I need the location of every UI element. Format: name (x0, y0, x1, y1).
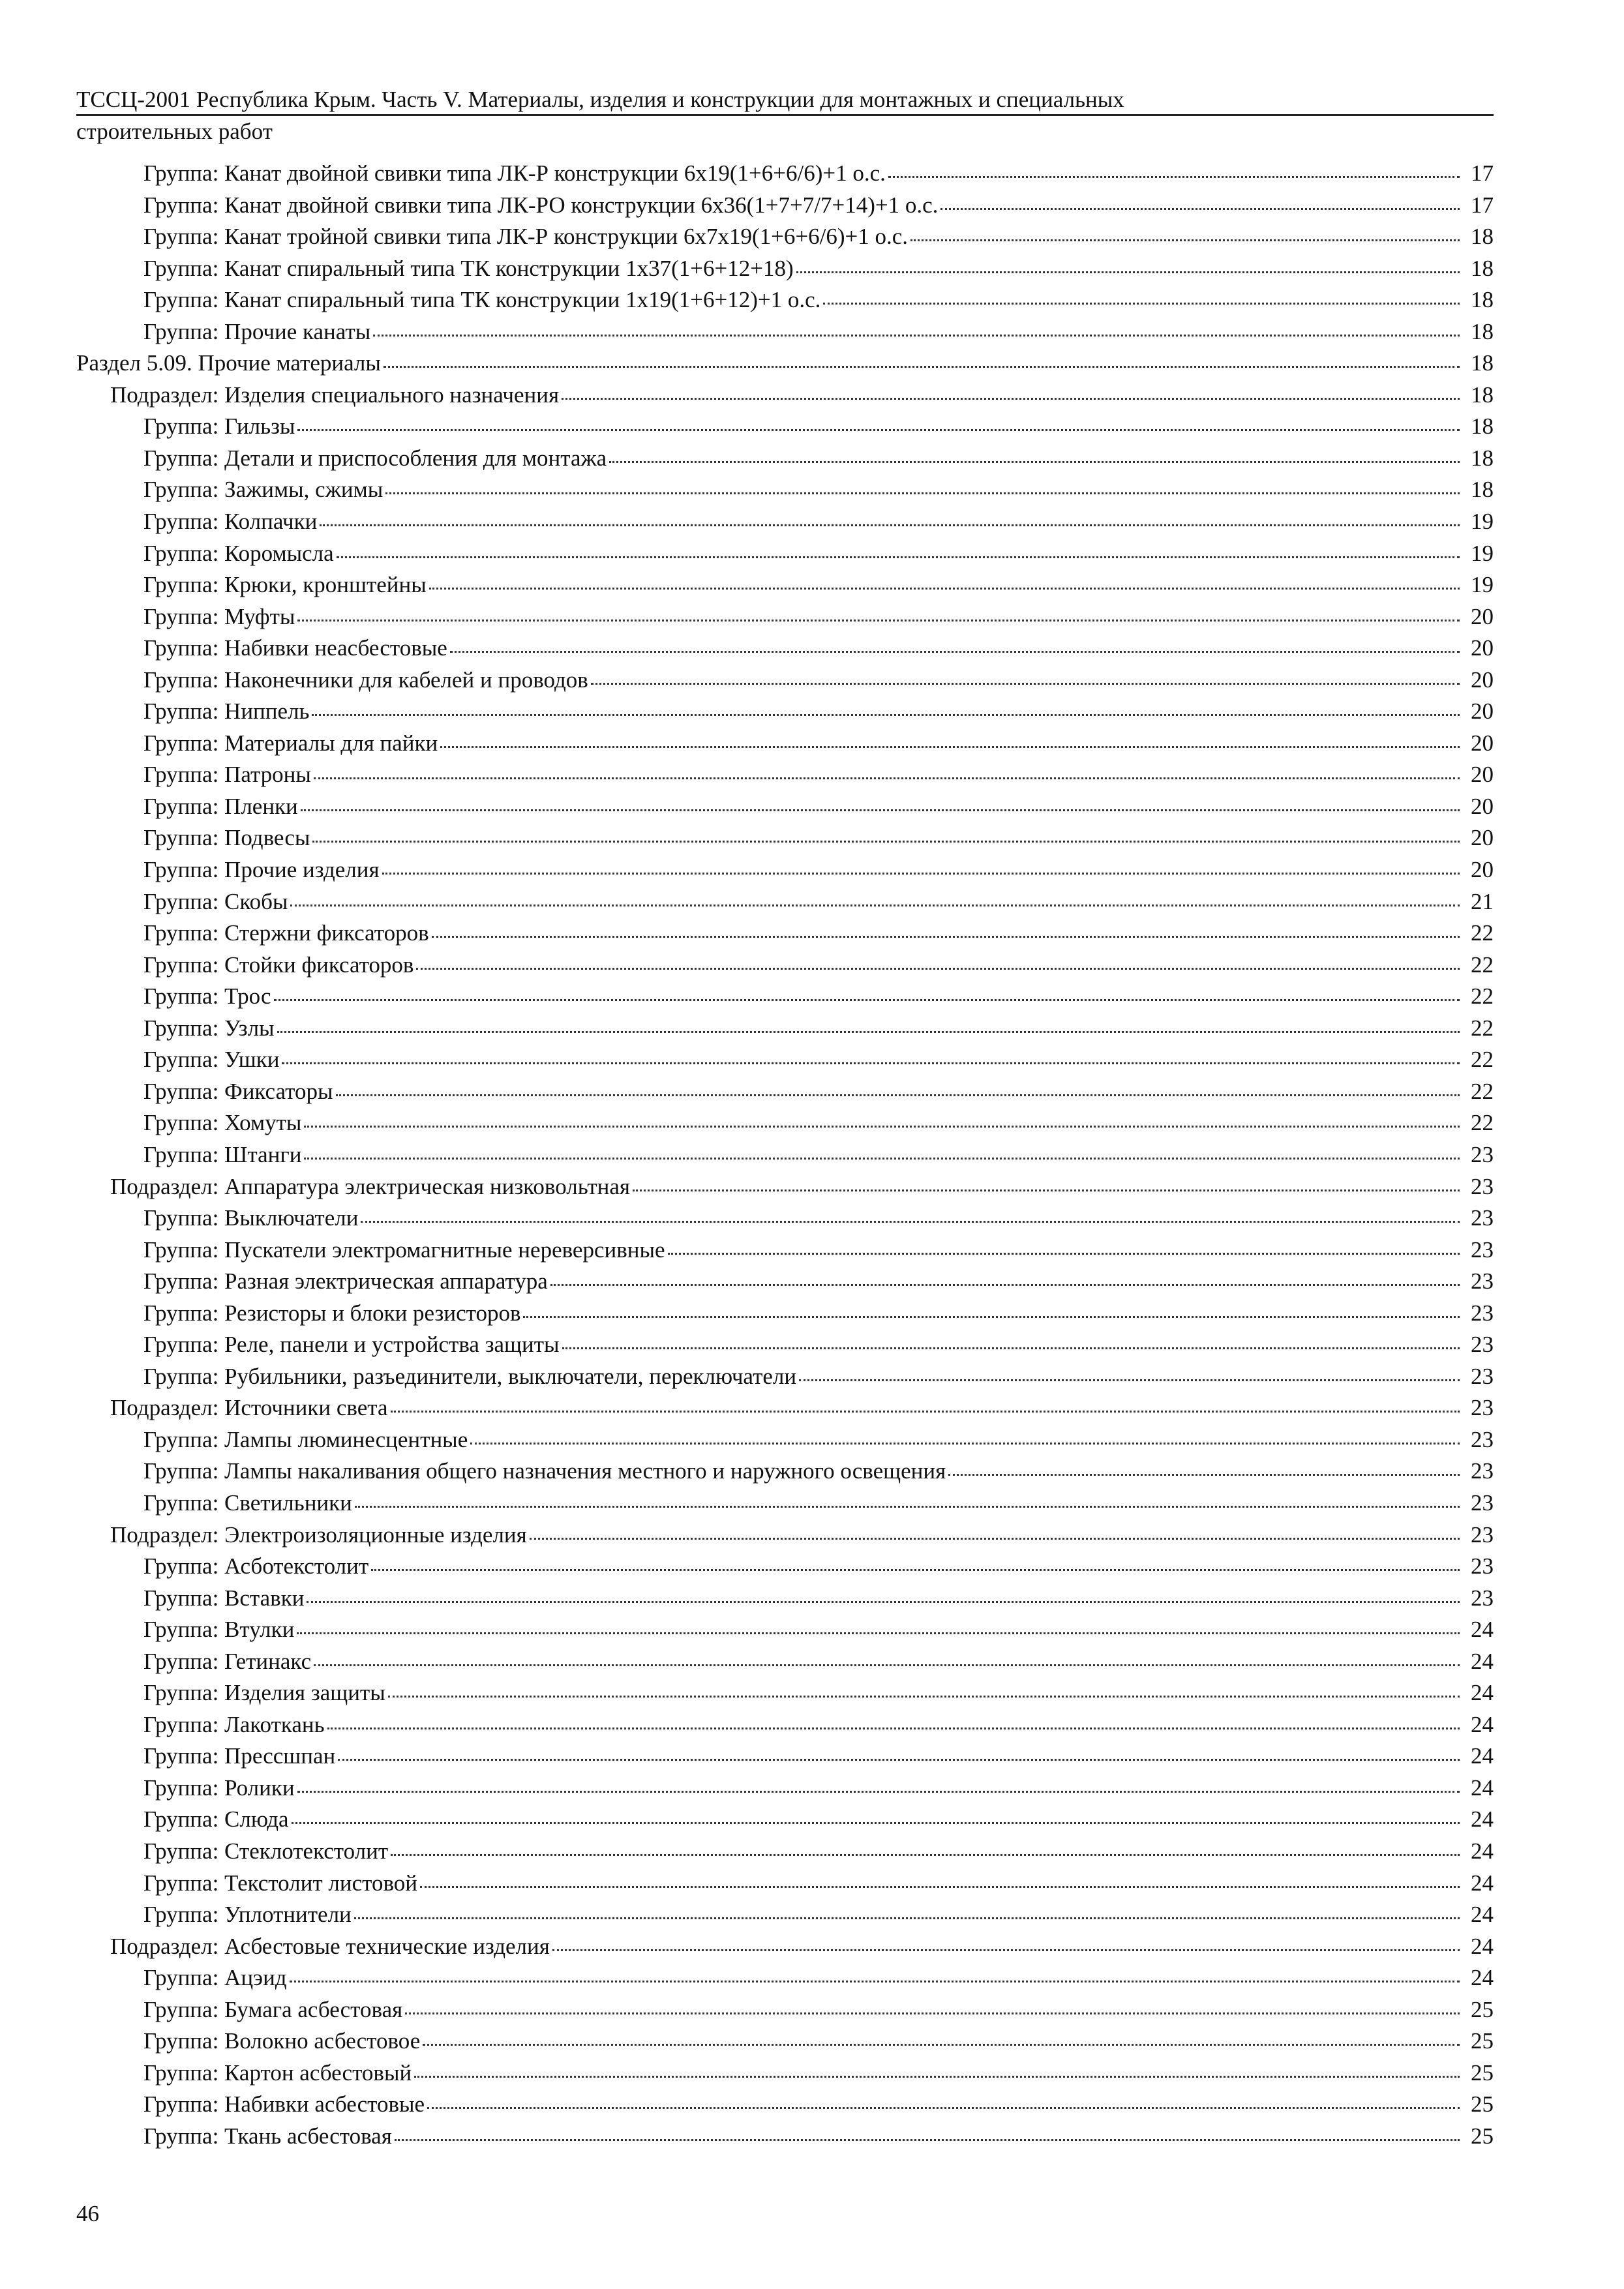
toc-entry-title: Подраздел: Источники света (110, 1395, 388, 1421)
toc-group[interactable] (76, 221, 1494, 253)
dot-leader (405, 2012, 1460, 2014)
toc-entry-page: 19 (1471, 572, 1494, 598)
toc-entry-title: Группа: Колпачки (143, 509, 318, 535)
dot-leader (312, 714, 1460, 716)
toc-group[interactable] (76, 1773, 1494, 1804)
toc-group[interactable] (76, 538, 1494, 570)
toc-entry-title: Группа: Патроны (143, 762, 311, 788)
toc-entry-page: 23 (1471, 1585, 1494, 1611)
toc-entry-page: 22 (1471, 951, 1494, 978)
toc-entry-page: 20 (1471, 698, 1494, 725)
toc-group[interactable] (76, 1646, 1494, 1678)
toc-entry-page: 24 (1471, 1838, 1494, 1864)
dot-leader (383, 366, 1460, 368)
toc-entry-title: Группа: Пленки (143, 793, 298, 819)
toc-group[interactable] (76, 2089, 1494, 2121)
toc-group[interactable] (76, 1583, 1494, 1615)
toc-subsection[interactable] (76, 1392, 1494, 1424)
header-title-continuation: строительных работ (76, 119, 273, 144)
dot-leader (337, 556, 1460, 558)
dot-leader (354, 1917, 1460, 1919)
toc-entry-page: 22 (1471, 983, 1494, 1010)
toc-entry-page: 18 (1471, 350, 1494, 376)
toc-entry-title: Группа: Втулки (143, 1617, 295, 1643)
toc-group[interactable] (76, 1107, 1494, 1139)
toc-entry-title: Группа: Ушки (143, 1047, 280, 1073)
toc-entry-title: Группа: Выключатели (143, 1205, 359, 1231)
toc-entry-title: Группа: Асботекстолит (143, 1553, 369, 1579)
toc-group[interactable] (76, 1234, 1494, 1266)
toc-group[interactable] (76, 158, 1494, 190)
dot-leader (562, 1347, 1460, 1349)
toc-entry-title: Группа: Штанги (143, 1141, 302, 1167)
toc-group[interactable] (76, 791, 1494, 823)
toc-group[interactable] (76, 1868, 1494, 1900)
toc-entry-page: 23 (1471, 1141, 1494, 1167)
dot-leader (432, 936, 1460, 938)
toc-entry-page: 24 (1471, 1774, 1494, 1801)
toc-entry-title: Группа: Стойки фиксаторов (143, 951, 414, 978)
toc-entry-page: 24 (1471, 1806, 1494, 1833)
toc-entry-page: 22 (1471, 1110, 1494, 1136)
toc-entry-page: 22 (1471, 1078, 1494, 1104)
toc-entry-title: Группа: Ролики (143, 1774, 295, 1801)
dot-leader (361, 1221, 1460, 1223)
toc-group[interactable] (76, 2026, 1494, 2057)
toc-group[interactable] (76, 443, 1494, 475)
toc-entry-page: 23 (1471, 1205, 1494, 1231)
dot-leader (562, 398, 1460, 400)
toc-entry-page: 23 (1471, 1489, 1494, 1516)
toc-entry-title: Группа: Прочие канаты (143, 318, 371, 344)
toc-entry-title: Группа: Материалы для пайки (143, 730, 438, 756)
toc-entry-title: Группа: Наконечники для кабелей и проводов (143, 666, 588, 693)
toc-group[interactable] (76, 1488, 1494, 1519)
toc-entry-title: Группа: Гетинакс (143, 1648, 312, 1674)
toc-group[interactable] (76, 1139, 1494, 1171)
toc-group[interactable] (76, 253, 1494, 285)
dot-leader (338, 1759, 1460, 1761)
dot-leader (910, 239, 1460, 241)
toc-entry-page: 22 (1471, 920, 1494, 946)
toc-entry-page: 25 (1471, 2028, 1494, 2054)
toc-entry-title: Подраздел: Изделия специального назначения (110, 382, 560, 408)
toc-entry-page: 23 (1471, 1173, 1494, 1199)
toc-group[interactable] (76, 1298, 1494, 1330)
dot-leader (385, 492, 1460, 494)
toc-entry-title: Подраздел: Электроизоляционные изделия (110, 1521, 527, 1548)
dot-leader (552, 1949, 1460, 1951)
toc-entry-title: Группа: Рубильники, разъединители, выключатели, переключатели (143, 1363, 797, 1389)
toc-group[interactable] (76, 190, 1494, 222)
dot-leader (391, 1411, 1460, 1413)
dot-leader (609, 461, 1460, 463)
dot-leader (429, 588, 1460, 590)
toc-group[interactable] (76, 886, 1494, 918)
header-title: ТССЦ-2001 Республика Крым. Часть V. Материалы, изделия и конструкции для монтажных и специальных (76, 87, 1124, 112)
toc-entry-page: 25 (1471, 2123, 1494, 2149)
dot-leader (297, 620, 1460, 621)
toc-group[interactable] (76, 316, 1494, 348)
toc-entry-title: Группа: Волокно асбестовое (143, 2028, 421, 2054)
toc-entry-page: 23 (1471, 1458, 1494, 1484)
toc-entry-title: Группа: Изделия защиты (143, 1680, 385, 1706)
dot-leader (304, 1158, 1460, 1159)
dot-leader (420, 1886, 1460, 1888)
toc-group[interactable] (76, 728, 1494, 760)
toc-entry-page: 24 (1471, 1902, 1494, 1928)
toc-group[interactable] (76, 1329, 1494, 1361)
toc-entry-page: 22 (1471, 1047, 1494, 1073)
toc-group[interactable] (76, 1076, 1494, 1108)
toc-group[interactable] (76, 601, 1494, 633)
toc-entry-page: 23 (1471, 1426, 1494, 1452)
dot-leader (591, 683, 1460, 685)
toc-group[interactable] (76, 1203, 1494, 1234)
toc-entry-title: Группа: Фиксаторы (143, 1078, 333, 1104)
toc-entry-page: 17 (1471, 192, 1494, 218)
toc-entry-title: Группа: Узлы (143, 1015, 275, 1041)
dot-leader (796, 271, 1460, 273)
toc-entry-page: 23 (1471, 1521, 1494, 1548)
toc-entry-page: 25 (1471, 2091, 1494, 2117)
toc-entry-page: 23 (1471, 1553, 1494, 1579)
dot-leader (450, 651, 1460, 653)
dot-leader (312, 841, 1460, 843)
toc-subsection[interactable] (76, 1519, 1494, 1551)
toc-entry-title: Группа: Реле, панели и устройства защиты (143, 1332, 560, 1358)
toc-entry-page: 18 (1471, 255, 1494, 281)
toc-entry-page: 19 (1471, 509, 1494, 535)
toc-entry-page: 20 (1471, 825, 1494, 851)
toc-group[interactable] (76, 1614, 1494, 1646)
dot-leader (373, 335, 1460, 337)
toc-entry-page: 20 (1471, 635, 1494, 661)
toc-entry-title: Группа: Детали и приспособления для монтажа (143, 445, 607, 471)
toc-entry-page: 18 (1471, 445, 1494, 471)
toc-entry-title: Группа: Прочие изделия (143, 857, 380, 883)
toc-entry-page: 21 (1471, 888, 1494, 914)
dot-leader (823, 303, 1460, 305)
dot-leader (327, 1728, 1460, 1729)
toc-entry-page: 20 (1471, 730, 1494, 756)
toc-entry-title: Подраздел: Аппаратура электрическая низковольтная (110, 1173, 630, 1199)
toc-group[interactable] (76, 950, 1494, 981)
toc-group[interactable] (76, 1709, 1494, 1741)
dot-leader (307, 1601, 1460, 1603)
toc-group[interactable] (76, 1836, 1494, 1868)
toc-entry-title: Группа: Разная электрическая аппаратура (143, 1268, 548, 1294)
toc-entry-title: Группа: Хомуты (143, 1110, 302, 1136)
toc-subsection[interactable] (76, 1171, 1494, 1203)
toc-entry-page: 20 (1471, 793, 1494, 819)
toc-group[interactable] (76, 2057, 1494, 2089)
toc-entry-page: 23 (1471, 1363, 1494, 1389)
toc-group[interactable] (76, 633, 1494, 665)
toc-entry-title: Группа: Канат спиральный типа ТК конструкции 1х19(1+6+12)+1 о.с. (143, 287, 821, 313)
toc-entry-title: Группа: Канат тройной свивки типа ЛК-Р конструкции 6х7х19(1+6+6/6)+1 о.с. (143, 224, 909, 250)
toc-group[interactable] (76, 1677, 1494, 1709)
toc-entry-title: Группа: Стержни фиксаторов (143, 920, 429, 946)
toc-entry-title: Группа: Гильзы (143, 413, 295, 440)
dot-leader (530, 1538, 1460, 1540)
dot-leader (388, 1696, 1460, 1698)
dot-leader (290, 905, 1460, 906)
toc-entry-title: Группа: Лакоткань (143, 1711, 325, 1737)
dot-leader (423, 2044, 1460, 2046)
toc-entry-page: 23 (1471, 1236, 1494, 1263)
toc-entry-title: Группа: Светильники (143, 1489, 352, 1516)
dot-leader (888, 176, 1460, 178)
toc-subsection[interactable] (76, 1931, 1494, 1963)
toc-entry-page: 24 (1471, 1743, 1494, 1769)
toc-entry-title: Группа: Стеклотекстолит (143, 1838, 389, 1864)
toc-group[interactable] (76, 1266, 1494, 1298)
toc-group[interactable] (76, 759, 1494, 791)
toc-group[interactable] (76, 822, 1494, 854)
dot-leader (633, 1189, 1460, 1191)
toc-group[interactable] (76, 665, 1494, 696)
running-header (76, 85, 1494, 116)
dot-leader (940, 208, 1460, 210)
toc-group[interactable] (76, 2121, 1494, 2153)
dot-leader (470, 1443, 1460, 1444)
toc-entry-page: 20 (1471, 857, 1494, 883)
toc-entry-title: Группа: Вставки (143, 1585, 305, 1611)
dot-leader (416, 968, 1460, 970)
toc-entry-page: 22 (1471, 1015, 1494, 1041)
dot-leader (948, 1474, 1460, 1476)
toc-entry-page: 23 (1471, 1395, 1494, 1421)
toc-entry-title: Группа: Бумага асбестовая (143, 1996, 403, 2022)
toc-group[interactable] (76, 474, 1494, 506)
toc-entry-title: Группа: Набивки неасбестовые (143, 635, 447, 661)
toc-entry-title: Группа: Канат спиральный типа ТК конструкции 1х37(1+6+12+18) (143, 255, 794, 281)
toc-entry-title: Группа: Коромысла (143, 540, 334, 566)
dot-leader (320, 524, 1460, 526)
toc-entry-title: Группа: Прессшпан (143, 1743, 336, 1769)
toc-entry-page: 18 (1471, 413, 1494, 440)
dot-leader (668, 1253, 1460, 1255)
dot-leader (290, 1981, 1460, 1982)
dot-leader (297, 1791, 1460, 1793)
toc-group[interactable] (76, 981, 1494, 1013)
toc-entry-title: Группа: Трос (143, 983, 271, 1010)
dot-leader (799, 1379, 1460, 1381)
toc-group[interactable] (76, 569, 1494, 601)
dot-leader (371, 1569, 1460, 1571)
toc-group[interactable] (76, 1013, 1494, 1045)
toc-entry-title: Группа: Лампы накаливания общего назначения местного и наружного освещения (143, 1458, 946, 1484)
dot-leader (292, 1822, 1460, 1824)
toc-entry-page: 24 (1471, 1933, 1494, 1959)
toc-group[interactable] (76, 696, 1494, 728)
toc-entry-title: Группа: Канат двойной свивки типа ЛК-РО конструкции 6х36(1+7+7/7+14)+1 о.с. (143, 192, 939, 218)
toc-entry-title: Группа: Скобы (143, 888, 288, 914)
toc-entry-title: Раздел 5.09. Прочие материалы (76, 350, 381, 376)
toc-group[interactable] (76, 1899, 1494, 1931)
toc-entry-page: 24 (1471, 1617, 1494, 1643)
toc-entry-page: 20 (1471, 762, 1494, 788)
toc-entry-page: 23 (1471, 1268, 1494, 1294)
dot-leader (297, 429, 1460, 431)
toc-group[interactable] (76, 411, 1494, 443)
dot-leader (314, 777, 1460, 779)
toc-entry-page: 18 (1471, 382, 1494, 408)
toc-entry-page: 24 (1471, 1965, 1494, 1991)
toc-entry-title: Группа: Муфты (143, 603, 295, 629)
toc-entry-page: 17 (1471, 160, 1494, 186)
toc-entry-title: Группа: Ткань асбестовая (143, 2123, 392, 2149)
toc-entry-page: 18 (1471, 224, 1494, 250)
toc-entry-title: Группа: Зажимы, сжимы (143, 477, 383, 503)
toc-group[interactable] (76, 1424, 1494, 1456)
dot-leader (395, 2139, 1460, 2141)
page-number: 46 (76, 2201, 99, 2226)
dot-leader (440, 746, 1460, 748)
dot-leader (414, 2076, 1460, 2078)
toc-group[interactable] (76, 918, 1494, 950)
dot-leader (355, 1506, 1460, 1508)
toc-group[interactable] (76, 854, 1494, 886)
toc-subsection[interactable] (76, 380, 1494, 411)
toc-entry-title: Группа: Слюда (143, 1806, 289, 1833)
toc-entry-page: 23 (1471, 1300, 1494, 1326)
toc-entry-title: Группа: Крюки, кронштейны (143, 572, 427, 598)
toc-entry-page: 24 (1471, 1680, 1494, 1706)
toc-section[interactable] (76, 348, 1494, 380)
toc-entry-page: 18 (1471, 287, 1494, 313)
dot-leader (550, 1284, 1460, 1286)
toc-entry-page: 24 (1471, 1870, 1494, 1896)
dot-leader (391, 1854, 1460, 1856)
toc-entry-title: Подраздел: Асбестовые технические изделия (110, 1933, 550, 1959)
toc-entry-title: Группа: Канат двойной свивки типа ЛК-Р конструкции 6х19(1+6+6/6)+1 о.с. (143, 160, 886, 186)
toc-entry-title: Группа: Картон асбестовый (143, 2059, 412, 2086)
toc-entry-page: 23 (1471, 1332, 1494, 1358)
toc-entry-title: Группа: Уплотнители (143, 1902, 352, 1928)
toc-entry-page: 19 (1471, 540, 1494, 566)
toc-entry-title: Группа: Резисторы и блоки резисторов (143, 1300, 521, 1326)
toc-group[interactable] (76, 284, 1494, 316)
toc-group[interactable] (76, 1551, 1494, 1583)
dot-leader (304, 1126, 1460, 1128)
toc-group[interactable] (76, 1962, 1494, 1994)
toc-entry-title: Группа: Подвесы (143, 825, 310, 851)
toc-entry-title: Группа: Лампы люминесцентные (143, 1426, 468, 1452)
toc-entry-page: 24 (1471, 1648, 1494, 1674)
dot-leader (282, 1062, 1460, 1064)
toc-group[interactable] (76, 1994, 1494, 2026)
toc-entry-page: 18 (1471, 477, 1494, 503)
toc-entry-title: Группа: Ацэид (143, 1965, 287, 1991)
toc-entry-page: 25 (1471, 2059, 1494, 2086)
dot-leader (297, 1632, 1460, 1634)
dot-leader (274, 999, 1460, 1001)
toc-entry-title: Группа: Пускатели электромагнитные нереверсивные (143, 1236, 665, 1263)
toc-group[interactable] (76, 1804, 1494, 1836)
toc-entry-page: 20 (1471, 603, 1494, 629)
dot-leader (523, 1316, 1460, 1318)
toc-entry-title: Группа: Ниппель (143, 698, 310, 725)
toc-entry-page: 20 (1471, 666, 1494, 693)
toc-group[interactable] (76, 506, 1494, 538)
dot-leader (382, 873, 1460, 875)
toc-group[interactable] (76, 1044, 1494, 1076)
dot-leader (301, 809, 1460, 811)
table-of-contents (76, 158, 1494, 2152)
dot-leader (314, 1664, 1460, 1666)
toc-group[interactable] (76, 1741, 1494, 1773)
toc-entry-title: Группа: Набивки асбестовые (143, 2091, 425, 2117)
toc-group[interactable] (76, 1361, 1494, 1393)
toc-group[interactable] (76, 1456, 1494, 1488)
toc-entry-title: Группа: Текстолит листовой (143, 1870, 417, 1896)
toc-entry-page: 18 (1471, 318, 1494, 344)
dot-leader (427, 2107, 1460, 2109)
dot-leader (336, 1094, 1460, 1096)
toc-entry-page: 24 (1471, 1711, 1494, 1737)
toc-entry-page: 25 (1471, 1996, 1494, 2022)
dot-leader (277, 1031, 1460, 1033)
